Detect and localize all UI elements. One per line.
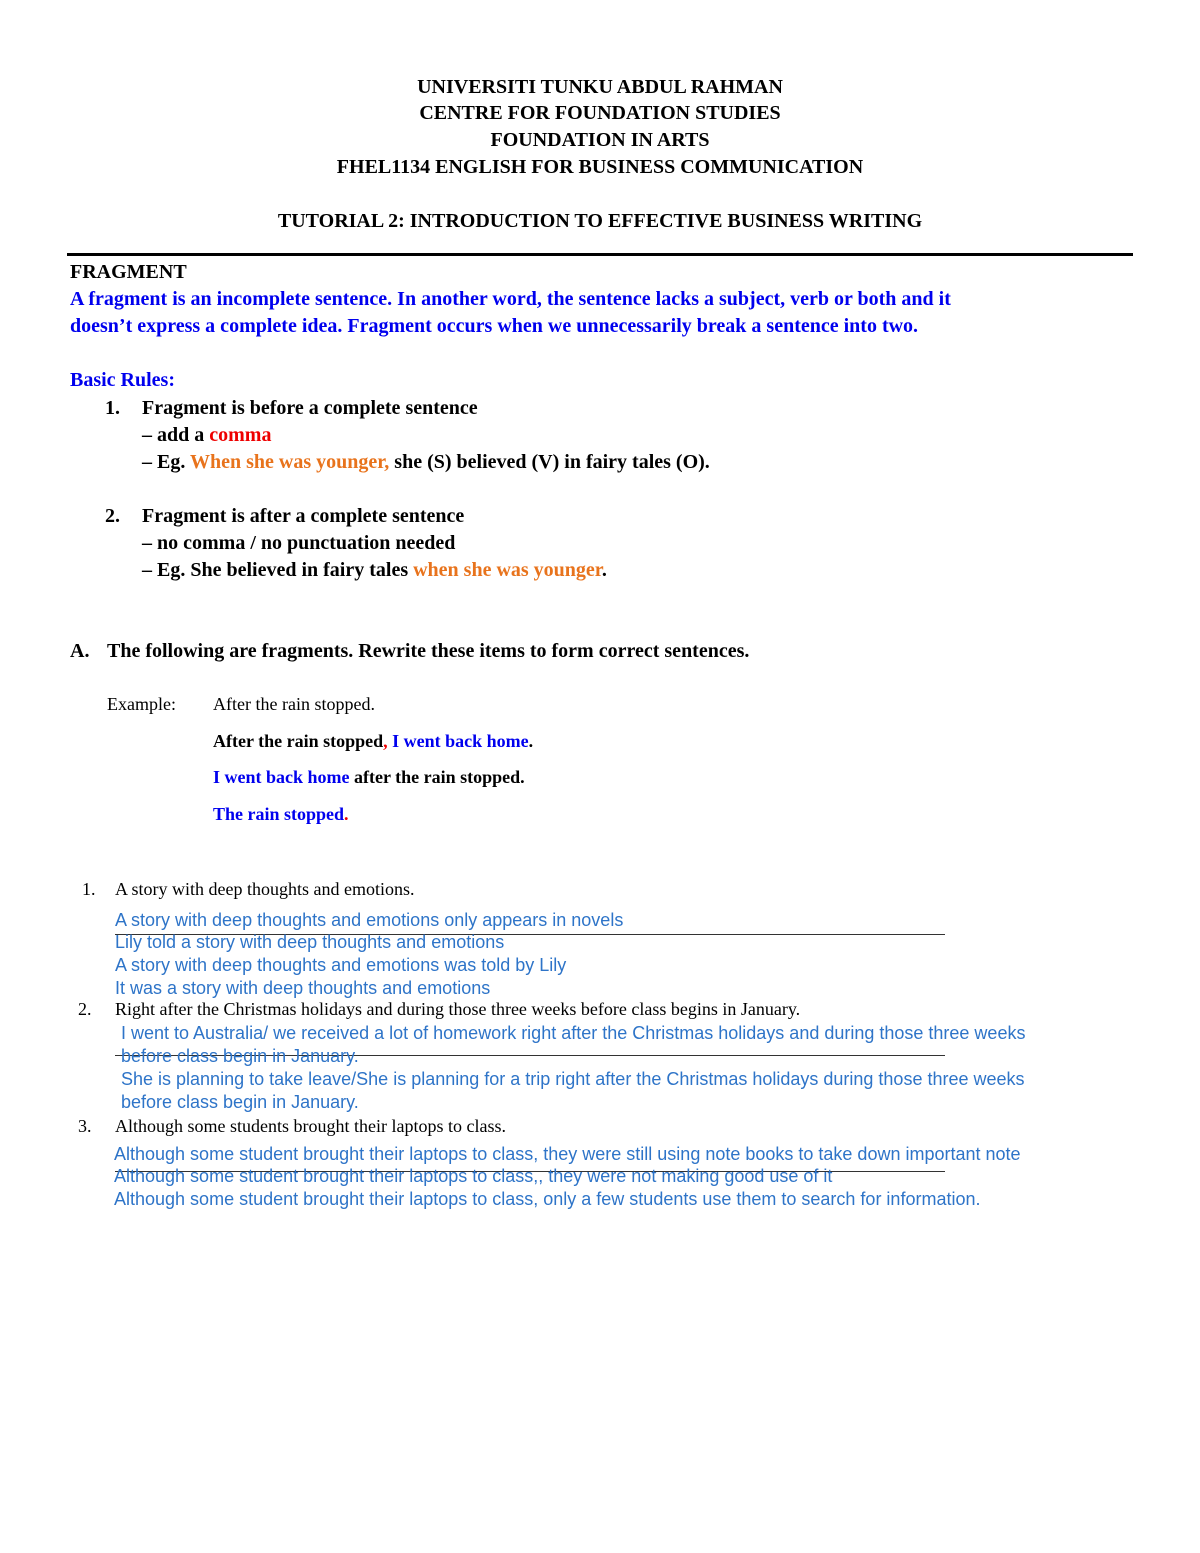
question3-answer-3: Although some student brought their laptops to class, only a few students use them to search for information. bbox=[114, 1189, 981, 1209]
question2-answer-3: She is planning to take leave/She is planning for a trip right after the Christmas holidays during those three weeks bbox=[121, 1069, 1025, 1089]
section-a-label: A. bbox=[70, 640, 90, 662]
question2-text: Right after the Christmas holidays and during those three weeks before class begins in January. bbox=[115, 999, 801, 1019]
rule1-example-rest: she (S) believed (V) in fairy tales (O). bbox=[389, 451, 710, 473]
question1-answer-3: A story with deep thoughts and emotions was told by Lily bbox=[115, 955, 567, 975]
question1-answer-1: A story with deep thoughts and emotions only appears in novels bbox=[115, 910, 624, 930]
example-answer-2 bbox=[213, 765, 525, 789]
question2-answer-1: I went to Australia/ we received a lot of homework right after the Christmas holidays and during those three weeks bbox=[121, 1023, 1026, 1043]
example-answer-3-end: . bbox=[344, 804, 349, 824]
question3-number: 3. bbox=[78, 1116, 92, 1136]
rule2-number: 2. bbox=[105, 505, 120, 527]
question2-answer-4: before class begin in January. bbox=[121, 1092, 359, 1112]
question1-number: 1. bbox=[82, 879, 96, 899]
programme-title: FOUNDATION IN ARTS bbox=[490, 129, 710, 151]
rule2-title: Fragment is after a complete sentence bbox=[142, 505, 465, 527]
question3-text: Although some students brought their laptops to class. bbox=[115, 1116, 506, 1136]
example-answer-2-part2: after the rain stopped. bbox=[349, 767, 525, 787]
example-answer-1-end: . bbox=[528, 731, 534, 751]
rule1-comma-highlight: comma bbox=[209, 424, 272, 446]
rule2-example bbox=[142, 557, 607, 583]
example-answer-1-comma: , bbox=[383, 731, 388, 751]
rule2-line1: – no comma / no punctuation needed bbox=[142, 532, 456, 554]
rule1-line1-prefix: – add a bbox=[142, 424, 210, 446]
example-answer-3-part1: The rain stopped bbox=[213, 804, 345, 824]
rule1-example-prefix: – Eg. bbox=[142, 451, 190, 473]
centre-title: CENTRE FOR FOUNDATION STUDIES bbox=[419, 102, 781, 124]
rule1-title: Fragment is before a complete sentence bbox=[142, 397, 478, 419]
question1-text: A story with deep thoughts and emotions. bbox=[115, 879, 415, 899]
example-answer-1 bbox=[213, 729, 533, 753]
rule1-line1 bbox=[142, 422, 271, 448]
rule1-example bbox=[142, 449, 710, 475]
header-divider bbox=[67, 253, 1133, 256]
example-label: Example: bbox=[107, 694, 176, 714]
question3-answer-2: Although some student brought their laptops to class,, they were not making good use of it bbox=[114, 1166, 833, 1186]
example-answer-2-part1: I went back home bbox=[213, 767, 350, 787]
question3-answer-1: Although some student brought their laptops to class, they were still using note books to take down important note bbox=[114, 1144, 1021, 1164]
question1-answer-4: It was a story with deep thoughts and emotions bbox=[115, 978, 491, 998]
rule2-example-end: . bbox=[601, 559, 607, 581]
question1-answer-2: Lily told a story with deep thoughts and emotions bbox=[115, 932, 505, 952]
fragment-definition-line2: doesn’t express a complete idea. Fragment occurs when we unnecessarily break a sentence into two. bbox=[70, 315, 919, 337]
rule1-number: 1. bbox=[105, 397, 120, 419]
tutorial-title: TUTORIAL 2: INTRODUCTION TO EFFECTIVE BUSINESS WRITING bbox=[277, 210, 923, 232]
example-fragment: After the rain stopped. bbox=[213, 694, 375, 714]
basic-rules-heading: Basic Rules: bbox=[70, 369, 175, 391]
question2-answer-2: before class begin in January. bbox=[121, 1046, 359, 1066]
example-answer-1-part2: I went back home bbox=[387, 731, 529, 751]
example-answer-1-part1: After the rain stopped bbox=[213, 731, 384, 751]
fragment-heading: FRAGMENT bbox=[70, 261, 187, 283]
example-answer-3 bbox=[213, 802, 349, 826]
rule2-example-fragment: when she was younger bbox=[413, 559, 602, 581]
section-a-instruction: The following are fragments. Rewrite these items to form correct sentences. bbox=[107, 640, 750, 662]
rule1-example-fragment: When she was younger, bbox=[189, 451, 390, 473]
fragment-definition-line1: A fragment is an incomplete sentence. In another word, the sentence lacks a subject, verb or both and it bbox=[70, 288, 951, 310]
course-title: FHEL1134 ENGLISH FOR BUSINESS COMMUNICATION bbox=[336, 156, 864, 178]
university-title: UNIVERSITI TUNKU ABDUL RAHMAN bbox=[417, 76, 783, 98]
rule2-example-prefix: – Eg. She believed in fairy tales bbox=[142, 559, 414, 581]
question2-number: 2. bbox=[78, 999, 92, 1019]
